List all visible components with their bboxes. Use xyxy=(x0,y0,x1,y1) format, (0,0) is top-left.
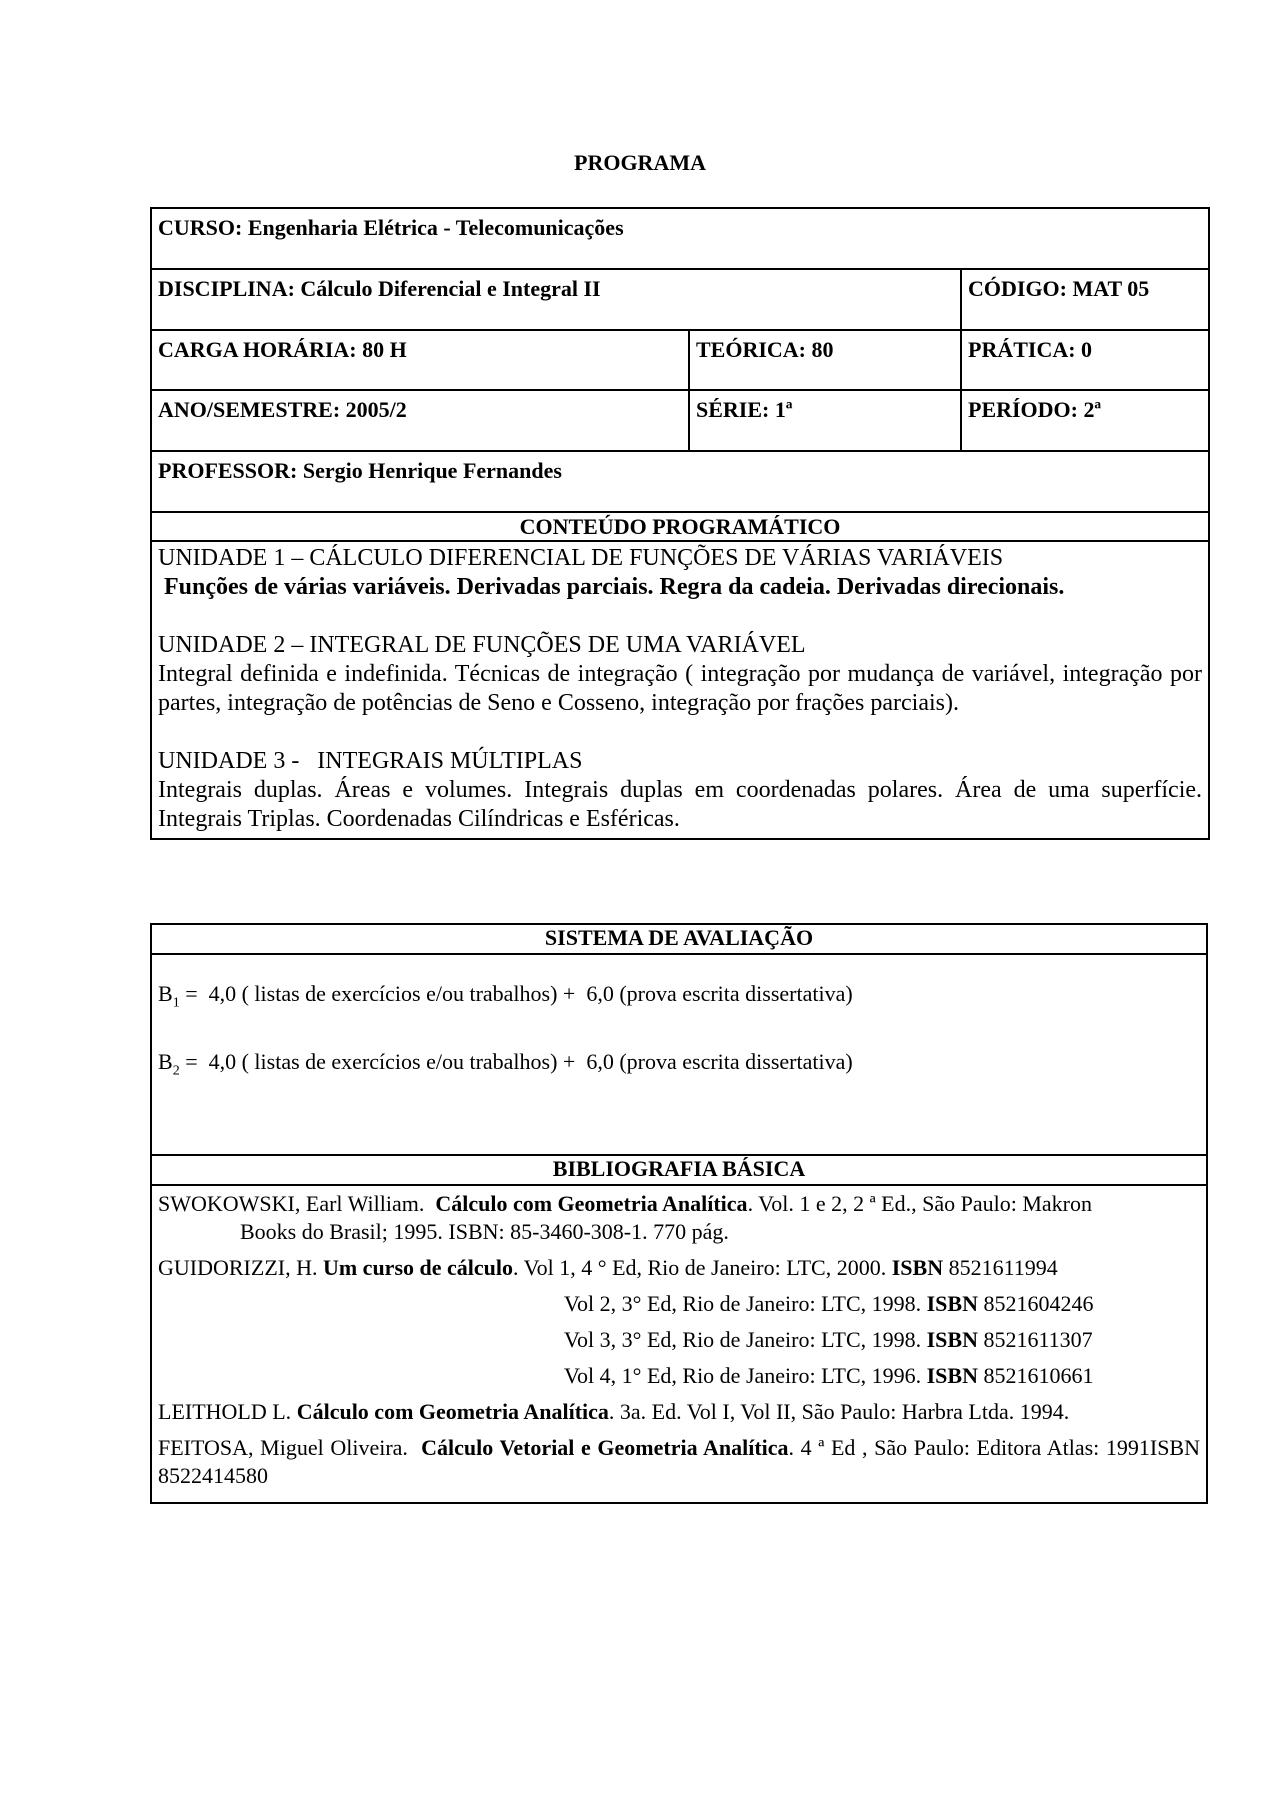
evaluation-table xyxy=(150,923,1208,1504)
conteudo-header: CONTEÚDO PROGRAMÁTICO xyxy=(151,512,1209,541)
ref-guidorizzi-vol2: Vol 2, 3° Ed, Rio de Janeiro: LTC, 1998. ISBN 8521604246 xyxy=(564,1291,1094,1316)
bibliografia-header: BIBLIOGRAFIA BÁSICA xyxy=(151,1155,1207,1185)
page-title: PROGRAMA xyxy=(574,150,706,175)
bibliografia-body xyxy=(151,1185,1207,1503)
unit2-body: Integral definida e indefinida. Técnicas de integração ( integração por mudança de variável, integração por partes, integração de potências de Seno e Cosseno, integração por frações parciais). xyxy=(158,661,1203,716)
ref-swokowski-cont: Books do Brasil; 1995. ISBN: 85-3460-308-1. 770 pág. xyxy=(240,1219,729,1244)
unit1-body: Funções de várias variáveis. Derivadas parciais. Regra da cadeia. Derivadas direcionais. xyxy=(164,574,1065,600)
conteudo-body xyxy=(151,541,1209,839)
ref-guidorizzi-vol4: Vol 4, 1° Ed, Rio de Janeiro: LTC, 1996. ISBN 8521610661 xyxy=(564,1363,1094,1388)
ref-feitosa: FEITOSA, Miguel Oliveira. Cálculo Vetorial e Geometria Analítica. 4 ª Ed , São Paulo: Editora Atlas: 1991ISBN 8522414580 xyxy=(158,1435,1200,1488)
carga-horaria-cell: CARGA HORÁRIA: 80 H xyxy=(151,330,689,390)
teorica-cell: TEÓRICA: 80 xyxy=(689,330,961,390)
pratica-cell: PRÁTICA: 0 xyxy=(961,330,1209,390)
serie-cell: SÉRIE: 1ª xyxy=(689,390,961,451)
periodo-cell: PERÍODO: 2ª xyxy=(961,390,1209,451)
b1-line: $B_1 = 4,0$ ( listas de exercícios e/ou trabalhos) + 6,0 (prova escrita dissertativa) xyxy=(158,981,853,1011)
unit3-title: UNIDADE 3 - INTEGRAIS MÚLTIPLAS xyxy=(158,748,583,774)
curso-cell: CURSO: Engenharia Elétrica - Telecomunicações xyxy=(151,208,1209,269)
unit2-title: UNIDADE 2 – INTEGRAL DE FUNÇÕES DE UMA VARIÁVEL xyxy=(158,632,806,658)
ref-swokowski: SWOKOWSKI, Earl William. Cálculo com Geometria Analítica. Vol. 1 e 2, 2 ª Ed., São Paulo: Makron xyxy=(158,1191,1092,1216)
disciplina-cell: DISCIPLINA: Cálculo Diferencial e Integral II xyxy=(151,269,961,330)
professor-cell: PROFESSOR: Sergio Henrique Fernandes xyxy=(151,451,1209,512)
unit1-title: UNIDADE 1 – CÁLCULO DIFERENCIAL DE FUNÇÕES DE VÁRIAS VARIÁVEIS xyxy=(158,545,1004,571)
ref-guidorizzi: GUIDORIZZI, H. Um curso de cálculo. Vol 1, 4 ° Ed, Rio de Janeiro: LTC, 2000. ISBN 8521611994 xyxy=(158,1255,1058,1280)
avaliacao-body xyxy=(151,954,1207,1155)
course-info-table xyxy=(150,207,1210,840)
ano-semestre-cell: ANO/SEMESTRE: 2005/2 xyxy=(151,390,689,451)
unit3-body: Integrais duplas. Áreas e volumes. Integrais duplas em coordenadas polares. Área de uma superfície. Integrais Triplas. Coordenadas Cilíndricas e Esféricas. xyxy=(158,777,1203,832)
ref-guidorizzi-vol3: Vol 3, 3° Ed, Rio de Janeiro: LTC, 1998. ISBN 8521611307 xyxy=(564,1327,1093,1352)
codigo-cell: CÓDIGO: MAT 05 xyxy=(961,269,1209,330)
ref-leithold: LEITHOLD L. Cálculo com Geometria Analítica. 3a. Ed. Vol I, Vol II, São Paulo: Harbra Ltda. 1994. xyxy=(158,1399,1070,1424)
avaliacao-header: SISTEMA DE AVALIAÇÃO xyxy=(151,924,1207,954)
b2-line: $B_2 = 4,0$ ( listas de exercícios e/ou trabalhos) + 6,0 (prova escrita dissertativa) xyxy=(158,1049,853,1079)
